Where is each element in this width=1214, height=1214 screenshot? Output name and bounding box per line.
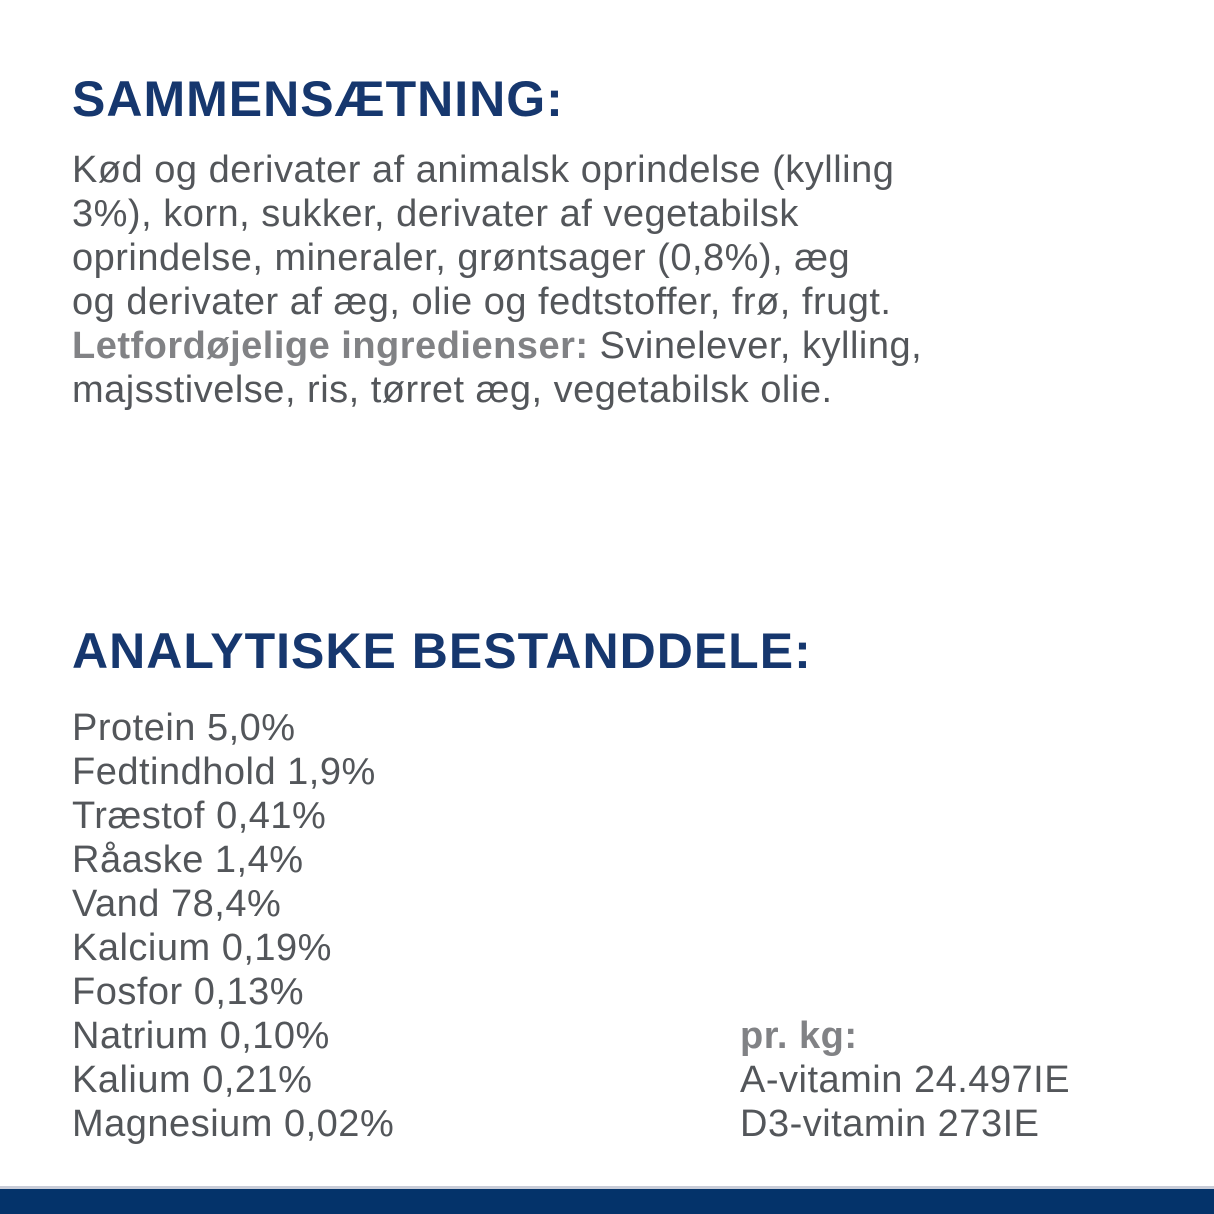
nutrient-value: 0,19%	[221, 927, 332, 969]
analysis-row	[72, 1014, 394, 1058]
nutrient-value: 0,02%	[283, 1103, 395, 1145]
composition-line	[72, 236, 922, 280]
nutrient-value: 78,4%	[171, 883, 282, 925]
composition-line	[72, 368, 922, 412]
analysis-row	[72, 706, 394, 750]
composition-line	[72, 148, 922, 192]
analysis-row	[72, 794, 394, 838]
analysis-row	[72, 838, 394, 882]
vitamin-label: A-vitamin	[740, 1059, 903, 1101]
vitamin-value: 273IE	[937, 1103, 1040, 1145]
composition-line	[72, 192, 922, 236]
nutrient-label: Protein	[72, 707, 196, 749]
nutrient-value: 0,21%	[202, 1059, 313, 1101]
analysis-row	[72, 1058, 394, 1102]
nutrient-label: Magnesium	[72, 1103, 273, 1145]
vitamin-row	[740, 1102, 1070, 1146]
analysis-row	[72, 970, 394, 1014]
per-kg-label: pr. kg:	[740, 1015, 858, 1057]
composition-line-text: og derivater af æg, olie og fedtstoffer, frø, frugt.	[72, 281, 892, 323]
nutrient-value: 0,13%	[193, 971, 305, 1013]
footer-bar	[0, 1189, 1214, 1214]
composition-paragraph	[72, 148, 922, 412]
vitamin-label: D3-vitamin	[740, 1103, 927, 1145]
analysis-row	[72, 882, 394, 926]
analytical-constituents-heading: ANALYTISKE BESTANDDELE:	[72, 623, 812, 679]
composition-line-text: Svinelever, kylling,	[588, 325, 923, 367]
analytical-constituents-list	[72, 706, 394, 1146]
analysis-row	[72, 926, 394, 970]
analysis-row	[72, 750, 394, 794]
vitamin-row	[740, 1058, 1070, 1102]
composition-line-text: majsstivelse, ris, tørret æg, vegetabilsk olie.	[72, 369, 833, 411]
nutrient-label: Kalcium	[72, 927, 211, 969]
nutrient-value: 1,9%	[287, 751, 376, 793]
nutrient-value: 0,41%	[216, 795, 327, 837]
nutrient-label: Fedtindhold	[72, 751, 277, 793]
nutrient-value: 5,0%	[206, 707, 296, 749]
vitamin-value: 24.497IE	[913, 1059, 1071, 1101]
composition-line	[72, 280, 922, 324]
analysis-row	[72, 1102, 394, 1146]
digestible-ingredients-label: Letfordøjelige ingredienser:	[72, 325, 589, 367]
nutrient-value: 1,4%	[214, 839, 304, 881]
composition-line-text: oprindelse, mineraler, grøntsager (0,8%), æg	[72, 237, 851, 279]
nutrient-label: Råaske	[72, 839, 204, 881]
composition-line-text: Kød og derivater af animalsk oprindelse (kylling	[72, 149, 895, 191]
composition-line-text: 3%), korn, sukker, derivater af vegetabilsk	[72, 193, 799, 235]
composition-line	[72, 324, 922, 368]
nutrient-label: Træstof	[72, 795, 205, 837]
nutrient-label: Natrium	[72, 1015, 209, 1057]
nutrient-value: 0,10%	[219, 1015, 330, 1057]
composition-heading: SAMMENSÆTNING:	[72, 71, 564, 127]
nutrient-label: Vand	[72, 883, 160, 925]
nutrient-label: Kalium	[72, 1059, 192, 1101]
per-kg-block	[740, 1014, 1070, 1146]
nutrient-label: Fosfor	[72, 971, 183, 1013]
